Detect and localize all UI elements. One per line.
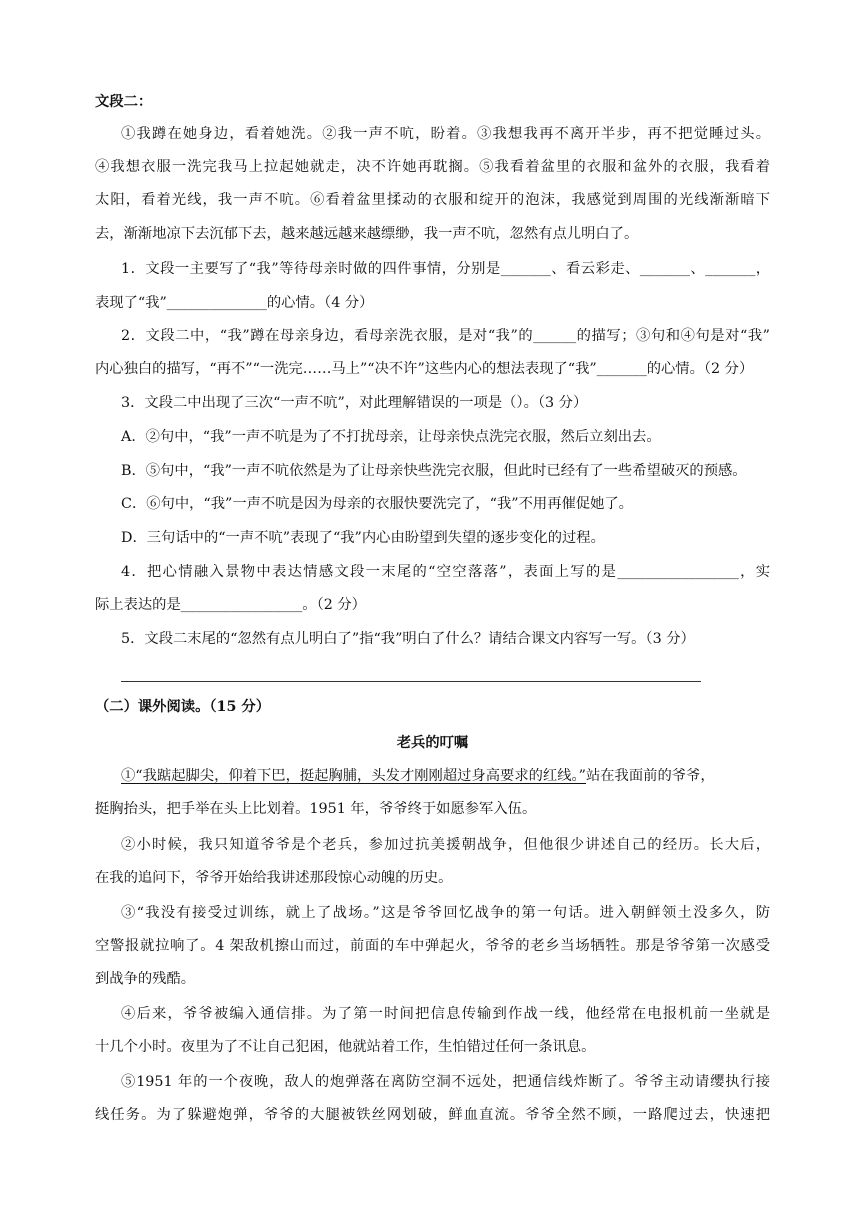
paragraph-line: 去，渐渐地凉下去沉郁下去，越来越远越来越缥缈，我一声不吭，忽然有点儿明白了。 [95,226,639,242]
paragraph-line: 线任务。为了躲避炮弹，爷爷的大腿被铁丝网划破，鲜血直流。爷爷全然不顾，一路爬过去，快速把 [95,1107,770,1123]
question-4: 4．把心情融入景物中表达情感文段一末尾的“空空落落”，表面上写的是_________________，实 [121,564,770,580]
article-p2: ②小时候，我只知道爷爷是个老兵，参加过抗美援朝战争，但他很少讲述自己的经历。长大后， [121,837,770,853]
paragraph-line: 太阳，看着光线，我一声不吭。⑥看着盆里揉动的衣服和绽开的泡沫，我感觉到周围的光线渐渐暗下 [95,192,770,208]
paragraph-line: 十几个小时。夜里为了不让自己犯困，他就站着工作，生怕错过任何一条讯息。 [95,1039,596,1055]
article-p4: ④后来，爷爷被编入通信排。为了第一时间把信息传输到作战一线，他经常在电报机前一坐就是 [121,1006,770,1022]
article-p3: ③“我没有接受过训练，就上了战场。”这是爷爷回忆战争的第一句话。进入朝鲜领土没多久，防 [121,905,770,921]
paragraph-line: ④我想衣服一洗完我马上拉起她就走，决不许她再耽搁。⑤我看着盆里的衣服和盆外的衣服，我看着 [95,159,770,175]
question-2: 2．文段二中，“我”蹲在母亲身边，看母亲洗衣服，是对“我”的______的描写；③句和④句是对“我” [121,328,770,344]
question-1: 1．文段一主要写了“我”等待母亲时做的四件事情，分别是_______、看云彩走、_______、_______， [121,261,770,277]
article-p1 [121,766,770,786]
option-d: D．三句话中的“一声不吭”表现了“我”内心由盼望到失望的逐步变化的过程。 [121,530,605,546]
question-3: 3．文段二中出现了三次“一声不吭”，对此理解错误的一项是（）。（3 分） [121,395,588,411]
paragraph-line: 空警报就拉响了。4 架敌机擦山而过，前面的车中弹起火，爷爷的老乡当场牺牲。那是爷爷第一次感受 [95,938,770,954]
paragraph-text: 站在我面前的爷爷， [585,768,715,784]
question-1-cont: 表现了“我”______________的心情。（4 分） [95,295,374,311]
paragraph-line: ①我蹲在她身边，看着她洗。②我一声不吭，盼着。③我想我再不离开半步，再不把觉睡过头。 [121,126,770,142]
paragraph-line: 到战争的残酷。 [95,971,196,987]
paragraph-line: 挺胸抬头，把手举在头上比划着。1951 年，爷爷终于如愿参军入伍。 [95,801,537,817]
option-c: C．⑥句中，“我”一声不吭是因为母亲的衣服快要洗完了，“我”不用再催促她了。 [121,496,633,512]
article-title: 老兵的叮嘱 [396,735,469,751]
option-b: B．⑤句中，“我”一声不吭依然是为了让母亲快些洗完衣服，但此时已经有了一些希望破灭的预感。 [121,463,747,479]
underlined-quote: ①“我踮起脚尖，仰着下巴，挺起胸脯，头发才刚刚超过身高要求的红线。” [121,768,586,784]
section-heading: （二）课外阅读。（15 分） [95,699,270,715]
article-p5: ⑤1951 年的一个夜晚，敌人的炮弹落在离防空洞不远处，把通信线炸断了。爷爷主动请缨执行接 [121,1074,770,1090]
option-a: A．②句中，“我”一声不吭是为了不打扰母亲，让母亲快点洗完衣服，然后立刻出去。 [121,429,661,445]
question-5: 5．文段二末尾的“忽然有点儿明白了”指“我”明白了什么？请结合课文内容写一写。（3 分） [121,631,695,647]
question-2-cont: 内心独白的描写，“再不”“一洗完……马上”“决不许”这些内心的想法表现了“我”_______的心情。（2 分） [95,361,754,377]
answer-line [121,681,701,682]
question-4-cont: 际上表达的是_________________。（2 分） [95,597,366,613]
paragraph-line: 在我的追问下，爷爷开始给我讲述那段惊心动魄的历史。 [95,870,453,886]
section-heading: 文段二： [95,94,153,110]
